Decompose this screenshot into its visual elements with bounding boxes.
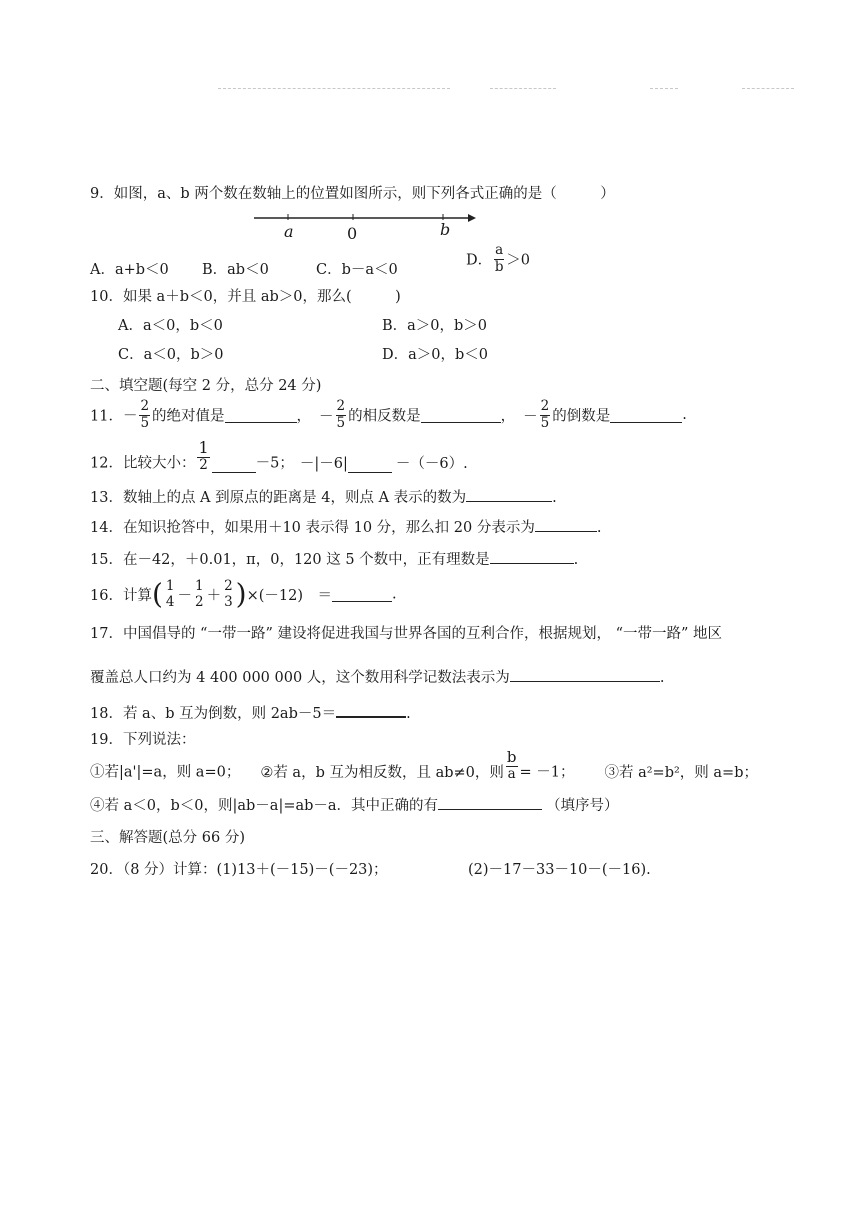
section-2-heading: 二、填空题(每空 2 分，总分 24 分) [90,378,322,394]
question-12 [90,440,468,473]
question-20-part-2: (2)－17－33－10－(－16). [468,862,651,878]
question-16-tail: ×(－12) ＝ [246,588,333,604]
period: . [659,670,665,686]
answer-blank[interactable] [438,795,542,810]
minus-sign: － [523,408,538,425]
fraction-2-over-5 [336,400,347,430]
fraction-a-over-b [494,244,504,274]
question-9-stem: 9．如图，a、b 两个数在数轴上的位置如图所示，则下列各式正确的是（ ） [90,186,615,202]
answer-blank[interactable] [212,458,256,473]
text-segment: －5； [255,455,294,472]
fraction-denominator: 5 [336,414,346,431]
fraction-2-over-3 [223,580,234,609]
question-13 [90,486,557,507]
fraction-1-over-2 [194,580,205,609]
q9-option-d-suffix: ＞0 [506,252,530,269]
question-11 [90,400,687,430]
text-segment: 的倒数是 [552,408,611,425]
answer-blank[interactable] [421,408,501,423]
question-19-title: 19．下列说法： [90,732,196,748]
period: . [573,552,579,568]
header-rule [490,88,556,89]
question-19-line-2 [90,794,619,815]
answer-blank[interactable] [225,408,297,423]
minus-sign: － [319,408,334,425]
section-3-heading: 三、解答题(总分 66 分) [90,830,245,846]
question-14-text: 14．在知识抢答中，如果用＋10 表示得 10 分，那么扣 20 分表示为 [90,520,535,536]
text-segment: 的绝对值是 [152,408,225,425]
fraction-2-over-5 [540,400,551,430]
question-17-line-2 [90,666,664,687]
operator: ＋ [206,588,222,604]
fraction-denominator: 3 [224,593,233,610]
answer-blank[interactable] [535,517,597,532]
answer-blank[interactable] [610,408,682,423]
statement-4: ④若 a＜0，b＜0，则|ab－a|=ab－a．其中正确的有 [90,798,439,814]
answer-blank[interactable] [490,549,574,564]
left-paren: ( [151,577,163,611]
question-16 [90,577,397,611]
question-17-text: 覆盖总人口约为 4 400 000 000 人，这个数用科学记数法表示为 [90,670,510,686]
question-20-part-1: 20．（8 分）计算：(1)13＋(－15)－(－23)； [90,862,388,878]
answer-blank[interactable] [510,667,660,682]
text-segment: ， [296,408,312,425]
statement-1: ①若|a'|=a，则 a=0； [90,764,241,781]
q9-option-d-prefix: D． [466,252,493,269]
question-19-line-1 [90,750,758,782]
fraction-numerator: b [506,748,517,766]
answer-blank[interactable] [466,487,552,502]
text-segment: －（－6）. [395,455,468,472]
fill-hint: （填序号） [546,798,619,814]
q10-option-c: C．a＜0，b＞0 [118,347,224,363]
fraction-1-over-2 [197,440,209,473]
answer-blank[interactable] [336,702,406,718]
number-line-arrow [468,214,476,222]
q9-option-a: A．a+b＜0 [90,262,169,278]
statement-2-end: = －1； [519,764,575,781]
axis-label-a: a [284,222,294,241]
period: . [596,520,602,536]
fraction-denominator: 4 [165,593,175,610]
fraction-denominator: 2 [199,457,208,473]
operator: － [177,588,192,604]
question-16-prefix: 16．计算 [90,588,152,604]
fraction-numerator: 1 [198,438,209,457]
question-18 [90,702,411,723]
fraction-denominator: 5 [140,414,150,431]
fraction-numerator: 2 [140,398,150,414]
axis-label-zero: 0 [347,224,358,243]
answer-blank[interactable] [348,458,392,473]
fraction-denominator: b [494,258,504,275]
text-segment: . [682,407,687,423]
minus-sign: － [122,408,138,425]
question-number: 11． [90,408,123,425]
fraction-denominator: 5 [540,414,550,431]
fraction-numerator: 1 [165,578,175,594]
fraction-denominator: a [507,766,516,782]
q9-option-b: B．ab＜0 [202,262,269,278]
question-10-stem: 10．如果 a＋b＜0，并且 ab＞0，那么( ) [90,289,401,305]
period: . [406,706,411,722]
question-17-line-1: 17．中国倡导的 “一带一路” 建设将促进我国与世界各国的互利合作，根据规划， “一带一路” 地区 [90,626,723,642]
right-paren: ) [235,577,247,611]
period: . [552,490,557,506]
header-rule [218,88,450,89]
question-15 [90,548,578,569]
fraction-b-over-a [506,750,518,782]
header-rule [742,88,794,89]
question-14 [90,516,601,537]
statement-3: ③若 a²=b²，则 a=b； [604,764,758,781]
fraction-numerator: 2 [540,398,550,414]
question-number: 12．比较大小： [90,455,196,472]
fraction-numerator: 1 [194,578,204,594]
fraction-numerator: 2 [336,398,346,414]
fraction-numerator: 2 [224,578,233,594]
q10-option-b: B．a＞0，b＞0 [382,318,488,334]
text-segment: 的相反数是 [348,408,421,425]
q10-option-d: D．a＞0，b＜0 [382,347,489,363]
text-segment: －|－6| [299,455,348,472]
text-segment: ， [500,408,516,425]
statement-2: ②若 a，b 互为相反数，且 ab≠0，则 [260,764,504,781]
fraction-2-over-5 [139,400,150,430]
question-15-text: 15．在－42，＋0.01，π，0，120 这 5 个数中，正有理数是 [90,552,490,568]
q10-option-a: A．a＜0，b＜0 [118,318,223,334]
axis-label-b: b [440,220,451,239]
fraction-denominator: 2 [194,593,204,610]
answer-blank[interactable] [332,587,392,602]
question-13-text: 13．数轴上的点 A 到原点的距离是 4，则点 A 表示的数为 [90,490,467,506]
q9-option-d [466,244,530,274]
fraction-numerator: a [495,242,504,258]
header-rule [650,88,678,89]
q9-option-c: C．b－a＜0 [316,262,398,278]
question-18-text: 18．若 a、b 互为倒数，则 2ab－5＝ [90,706,337,722]
fraction-1-over-4 [165,580,176,609]
period: . [392,586,397,603]
